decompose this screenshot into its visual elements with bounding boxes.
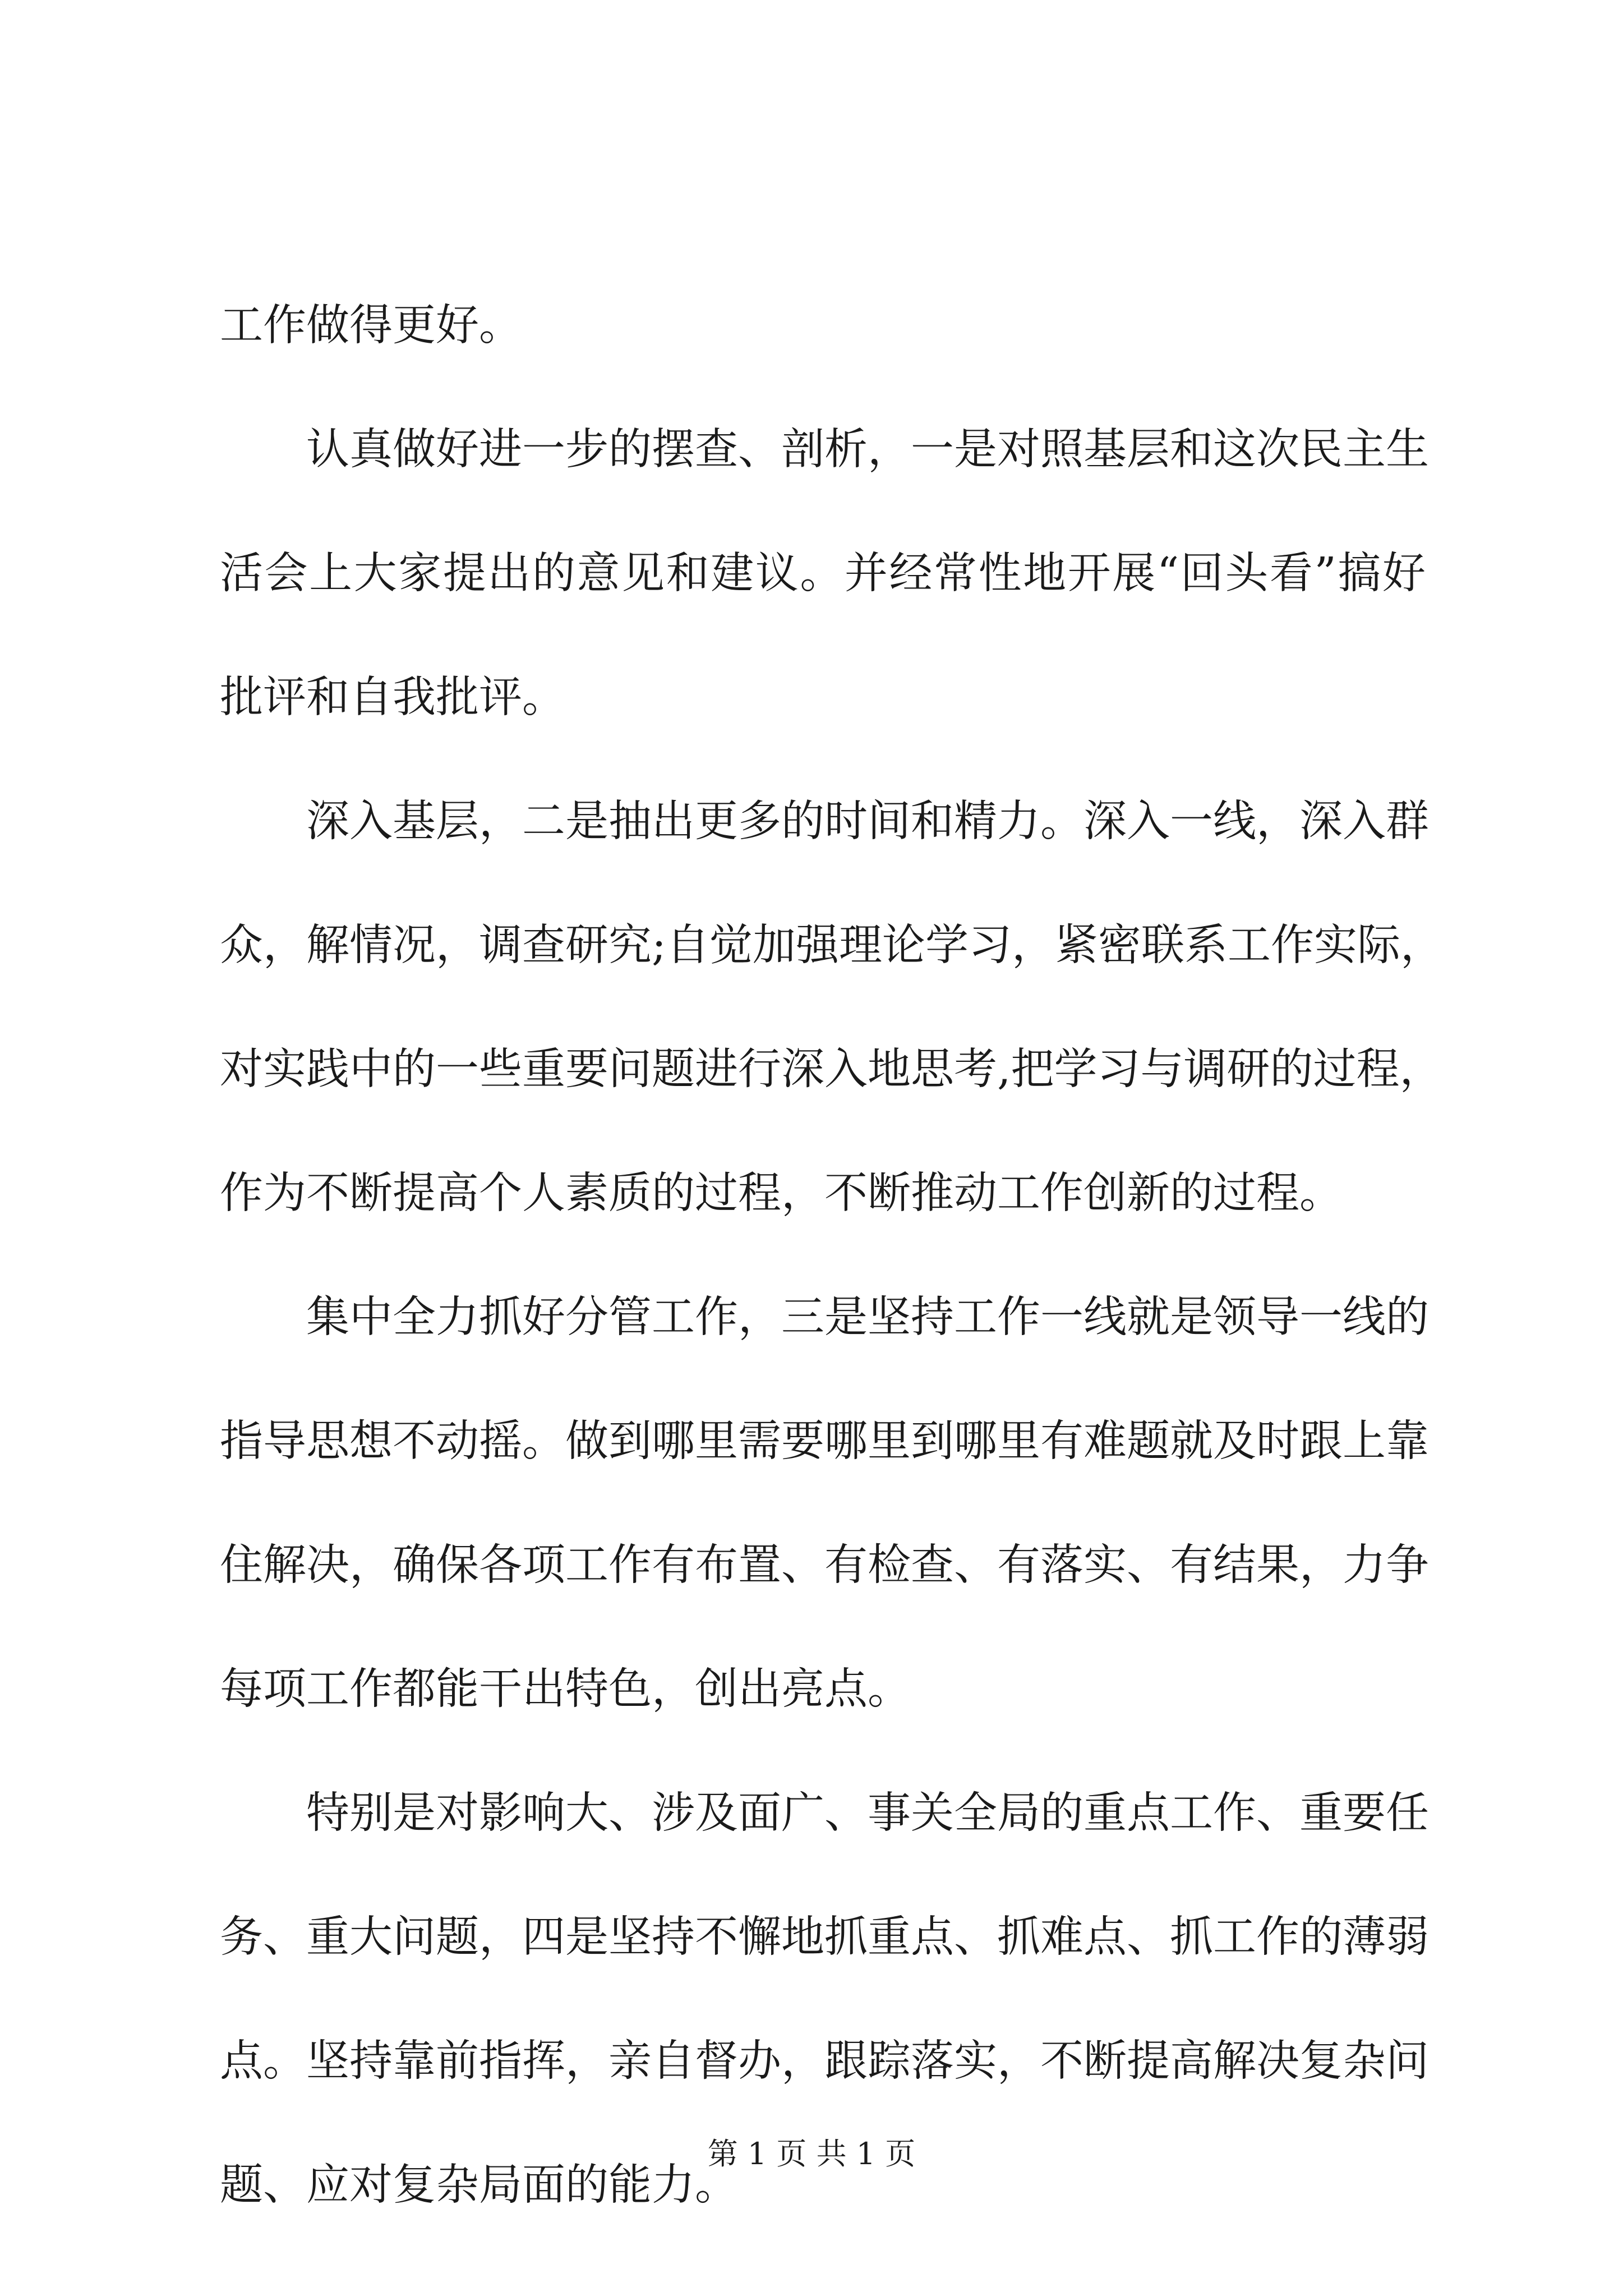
text-line: 指导思想不动摇。做到哪里需要哪里到哪里有难题就及时跟上靠: [220, 1416, 1429, 1466]
text-line: 住解决，确保各项工作有布置、有检查、有落实、有结果，力争: [220, 1540, 1429, 1590]
text-line: 特别是对影响大、涉及面广、事关全局的重点工作、重要任: [306, 1788, 1429, 1838]
text-line: 每项工作都能干出特色，创出亮点。: [220, 1664, 911, 1714]
body-text: [220, 264, 1444, 2247]
text-line: 集中全力抓好分管工作，三是坚持工作一线就是领导一线的: [306, 1292, 1429, 1342]
text-line: 务、重大问题，四是坚持不懈地抓重点、抓难点、抓工作的薄弱: [220, 1912, 1429, 1962]
text-line: 作为不断提高个人素质的过程，不断推动工作创新的过程。: [220, 1168, 1343, 1218]
text-line: 深入基层，二是抽出更多的时间和精力。深入一线，深入群: [306, 797, 1429, 846]
text-line: 批评和自我批评。: [220, 673, 565, 723]
text-line: 认真做好进一步的摆查、剖析，一是对照基层和这次民主生: [306, 425, 1429, 475]
text-line: 众，解情况，调查研究;自觉加强理论学习，紧密联系工作实际，: [220, 921, 1444, 970]
text-line: 点。坚持靠前指挥，亲自督办，跟踪落实，不断提高解决复杂问: [220, 2036, 1429, 2086]
text-line: 对实践中的一些重要问题进行深入地思考,把学习与调研的过程，: [220, 1045, 1443, 1094]
text-line: 工作做得更好。: [220, 301, 522, 351]
text-line: 题、应对复杂局面的能力。: [220, 2160, 738, 2210]
text-line: 活会上大家提出的意见和建议。并经常性地开展“回头看”搞好: [220, 549, 1426, 599]
page-number-footer: 第 1 页 共 1 页: [707, 2136, 916, 2171]
